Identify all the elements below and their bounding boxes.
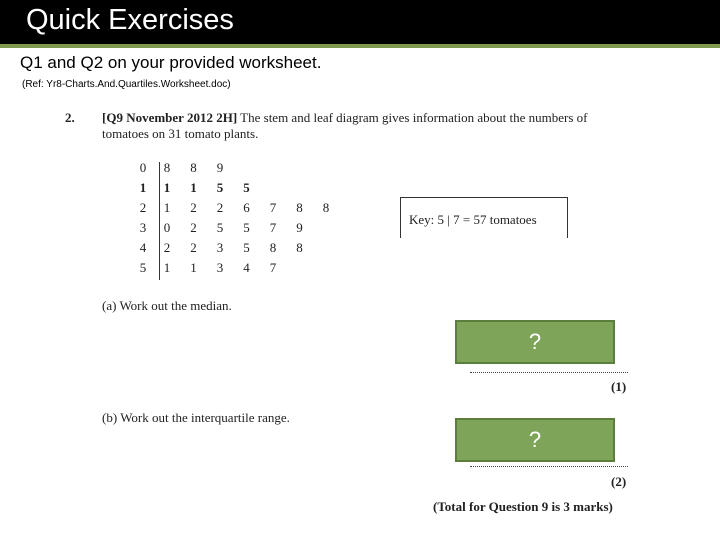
leaf-value: 3 bbox=[216, 260, 224, 275]
instructions-text: Q1 and Q2 on your provided worksheet. bbox=[20, 53, 322, 72]
stem-value: 5 bbox=[139, 260, 147, 275]
part-a bbox=[102, 298, 232, 314]
part-a-marks: (1) bbox=[611, 379, 627, 394]
leaf-value: 9 bbox=[216, 160, 224, 175]
leaf-value: 2 bbox=[163, 240, 171, 255]
stem-value: 4 bbox=[139, 240, 147, 255]
leaf-value: 5 bbox=[243, 220, 250, 235]
part-b-marks: (2) bbox=[611, 474, 627, 489]
stem-leaf-row bbox=[135, 160, 355, 180]
stem-leaf-row bbox=[135, 260, 355, 280]
part-b-answer-line bbox=[470, 466, 628, 467]
stem-value: 2 bbox=[139, 200, 147, 215]
title-bar bbox=[0, 0, 720, 44]
stem-leaf-row bbox=[135, 220, 355, 240]
leaf-value: 9 bbox=[296, 220, 303, 235]
leaf-value: 4 bbox=[243, 260, 250, 275]
leaf-value: 5 bbox=[243, 240, 250, 255]
leaf-value: 6 bbox=[243, 200, 250, 215]
key-box bbox=[400, 197, 568, 238]
part-a-answer-box[interactable]: ? bbox=[455, 320, 615, 364]
worksheet-reference: (Ref: Yr8-Charts.And.Quartiles.Worksheet.doc) bbox=[22, 79, 231, 90]
leaf-value: 8 bbox=[322, 200, 330, 215]
part-b bbox=[102, 410, 290, 426]
leaf-value: 1 bbox=[190, 260, 197, 275]
stem-value: 0 bbox=[139, 160, 147, 175]
stem-leaf-row bbox=[135, 200, 355, 220]
leaf-value: 5 bbox=[216, 180, 224, 195]
leaf-value: 1 bbox=[163, 200, 171, 215]
leaf-value: 8 bbox=[296, 200, 303, 215]
leaf-value: 8 bbox=[163, 160, 171, 175]
part-b-text: Work out the interquartile range. bbox=[120, 410, 290, 425]
leaf-value: 1 bbox=[190, 180, 197, 195]
stem-leaf-row bbox=[135, 180, 355, 200]
leaf-value: 7 bbox=[269, 220, 277, 235]
leaf-value: 1 bbox=[163, 180, 171, 195]
total-marks: (Total for Question 9 is 3 marks) bbox=[433, 499, 613, 514]
question-text-line1: The stem and leaf diagram gives information about the numbers of bbox=[237, 110, 588, 125]
part-a-answer-line bbox=[470, 372, 628, 373]
leaf-value: 7 bbox=[269, 260, 277, 275]
question-text-line2: tomatoes on 31 tomato plants. bbox=[102, 126, 259, 141]
part-b-label: (b) bbox=[102, 410, 118, 425]
leaf-value: 8 bbox=[296, 240, 303, 255]
leaf-value: 8 bbox=[269, 240, 277, 255]
leaf-value: 2 bbox=[190, 240, 197, 255]
leaf-value: 2 bbox=[190, 200, 197, 215]
part-a-text: Work out the median. bbox=[119, 298, 232, 313]
leaf-value: 5 bbox=[243, 180, 250, 195]
stem-value: 3 bbox=[139, 220, 147, 235]
leaf-value: 5 bbox=[216, 220, 224, 235]
slide-title: Quick Exercises bbox=[26, 4, 234, 36]
stem-leaf-row bbox=[135, 240, 355, 260]
leaf-value: 7 bbox=[269, 200, 277, 215]
stem-value: 1 bbox=[139, 180, 147, 195]
question-text bbox=[102, 110, 642, 142]
leaf-value: 1 bbox=[163, 260, 171, 275]
question-source: [Q9 November 2012 2H] bbox=[102, 110, 238, 125]
leaf-value: 2 bbox=[216, 200, 224, 215]
part-b-answer-box[interactable]: ? bbox=[455, 418, 615, 462]
part-a-label: (a) bbox=[102, 298, 117, 313]
title-accent-line bbox=[0, 44, 720, 48]
question-number: 2. bbox=[65, 110, 75, 125]
key-text: Key: 5 | 7 = 57 tomatoes bbox=[409, 212, 537, 227]
leaf-value: 2 bbox=[190, 220, 197, 235]
leaf-value: 3 bbox=[216, 240, 224, 255]
leaf-value: 8 bbox=[190, 160, 197, 175]
leaf-value: 0 bbox=[163, 220, 171, 235]
